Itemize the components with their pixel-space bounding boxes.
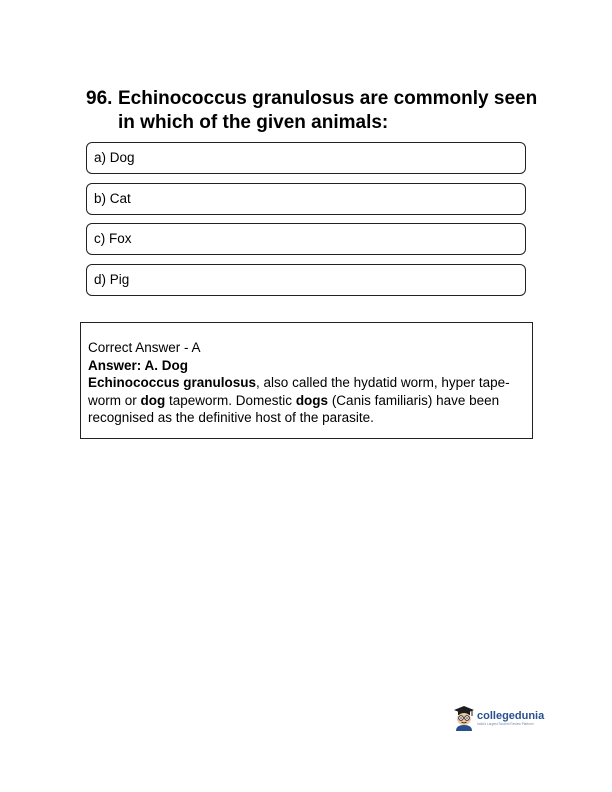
- answer-box: [80, 322, 533, 439]
- logo-tagline: India's Largest Student Review Platform: [477, 721, 534, 726]
- options-list: [86, 142, 526, 304]
- explanation-text-2: tapeworm. Domestic: [165, 392, 296, 408]
- option-d[interactable]: d) Pig: [86, 264, 526, 296]
- explanation-bold-dog: dog: [140, 392, 166, 408]
- question: [86, 87, 546, 135]
- logo-name: collegedunia: [477, 709, 545, 722]
- option-a[interactable]: a) Dog: [86, 142, 526, 174]
- option-c[interactable]: c) Fox: [86, 223, 526, 255]
- explanation-text-3: (Canis familiaris) have been recognised as the definitive host of the parasite.: [88, 392, 500, 425]
- correct-answer-line: Correct Answer - A: [88, 340, 201, 355]
- answer-line: Answer: A. Dog: [88, 357, 189, 373]
- explanation-bold-dogs: dogs: [295, 392, 329, 408]
- option-b[interactable]: b) Cat: [86, 183, 526, 215]
- explanation-term: Echinococcus granulosus: [88, 375, 257, 390]
- explanation-text-1: , also called the hydatid worm, hyper tape-worm or: [88, 375, 510, 408]
- explanation: [88, 374, 525, 427]
- question-text: Echinococcus granulosus are commonly seen in which of the given animals:: [118, 88, 538, 133]
- collegedunia-logo: [453, 705, 544, 731]
- question-number: 96.: [86, 88, 113, 109]
- graduate-mascot-icon: [453, 705, 475, 731]
